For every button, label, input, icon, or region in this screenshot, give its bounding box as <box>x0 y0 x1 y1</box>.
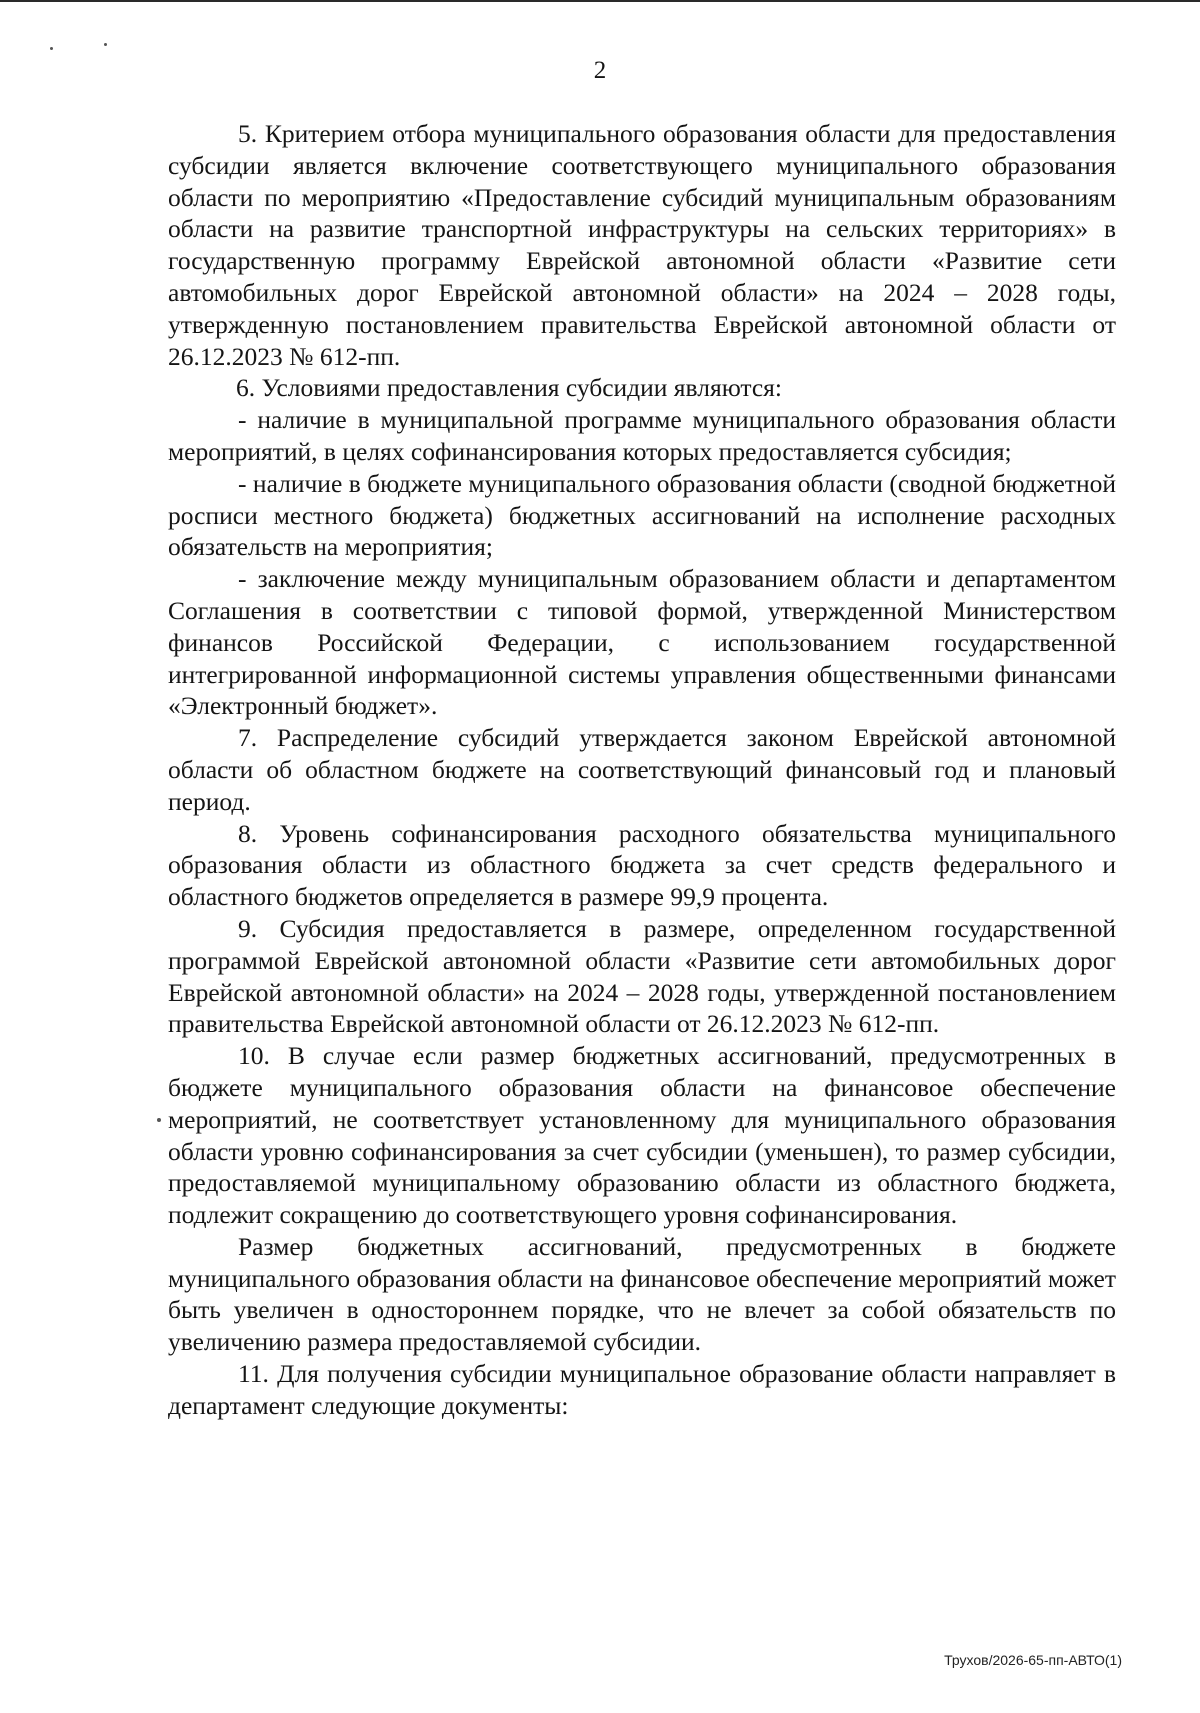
paragraph-7: 7. Распределение субсидий утверждается законом Еврейской автономной области об областном бюджете на соответствующий финансовый год и плановый период. <box>168 723 1116 816</box>
scan-speck <box>50 47 53 50</box>
paragraph-8: 8. Уровень софинансирования расходного обязательства муниципального образования области из областного бюджета за счет средств федерального и областного бюджетов определяется в размере 99,9 процента. <box>168 818 1116 912</box>
list-item-agreement: - заключение между муниципальным образованием области и департаментом Соглашения в соответствии с типовой формой, утвержденной Министерством финансов Российской Федерации, с использованием государственной интегрированной информационной системы управления общественными финансами «Электронный бюджет». <box>168 564 1116 721</box>
paragraph-10: 10. В случае если размер бюджетных ассигнований, предусмотренных в бюджете муниципального образования области на финансовое обеспечение мероприятий, не соответствует установленному для муниципального образования области уровню софинансирования за счет субсидии (уменьшен), то размер субсидии, предоставляемой муниципальному образованию области из областного бюджета, подлежит сокращению до соответствующего уровня софинансирования. <box>168 1041 1116 1230</box>
paragraph-9: 9. Субсидия предоставляется в размере, определенном государственной программой Еврейской автономной области «Развитие сети автомобильных дорог Еврейской автономной области» на 2024 – 2028 годы, утвержденной постановлением правительства Еврейской автономной области от 26.12.2023 № 612-пп. <box>168 913 1116 1039</box>
paragraph-6: 6. Условиями предоставления субсидии являются: <box>236 373 782 403</box>
paragraph-11: 11. Для получения субсидии муниципальное образование области направляет в департамент следующие документы: <box>168 1359 1116 1420</box>
list-item-program-measures: - наличие в муниципальной программе муниципального образования области мероприятий, в целях софинансирования которых предоставляется субсидия; <box>168 405 1116 466</box>
scan-speck <box>104 43 107 46</box>
document-body <box>168 118 1116 1422</box>
scan-speck <box>157 1118 161 1122</box>
paragraph-5: 5. Критерием отбора муниципального образования области для предоставления субсидии является включение соответствующего муниципального образования области по мероприятию «Предоставление субсидий муниципальным образованиям области на развитие транспортной инфраструктуры на сельских территориях» в государственную программу Еврейской автономной области «Развитие сети автомобильных дорог Еврейской автономной области» на 2024 – 2028 годы, утвержденную постановлением правительства Еврейской автономной области от 26.12.2023 № 612-пп. <box>168 119 1116 371</box>
page-number: 2 <box>593 57 607 84</box>
list-item-budget-allocations: - наличие в бюджете муниципального образования области (сводной бюджетной росписи местного бюджета) бюджетных ассигнований на исполнение расходных обязательств на мероприятия; <box>168 468 1116 562</box>
paragraph-10-continuation: Размер бюджетных ассигнований, предусмотренных в бюджете муниципального образования области на финансовое обеспечение мероприятий может быть увеличен в одностороннем порядке, что не влечет за собой обязательств по увеличению размера предоставляемой субсидии. <box>168 1231 1116 1357</box>
document-footer-code: Трухов/2026-65-пп-АВТО(1) <box>944 1652 1122 1668</box>
scan-top-edge <box>0 0 1200 2</box>
